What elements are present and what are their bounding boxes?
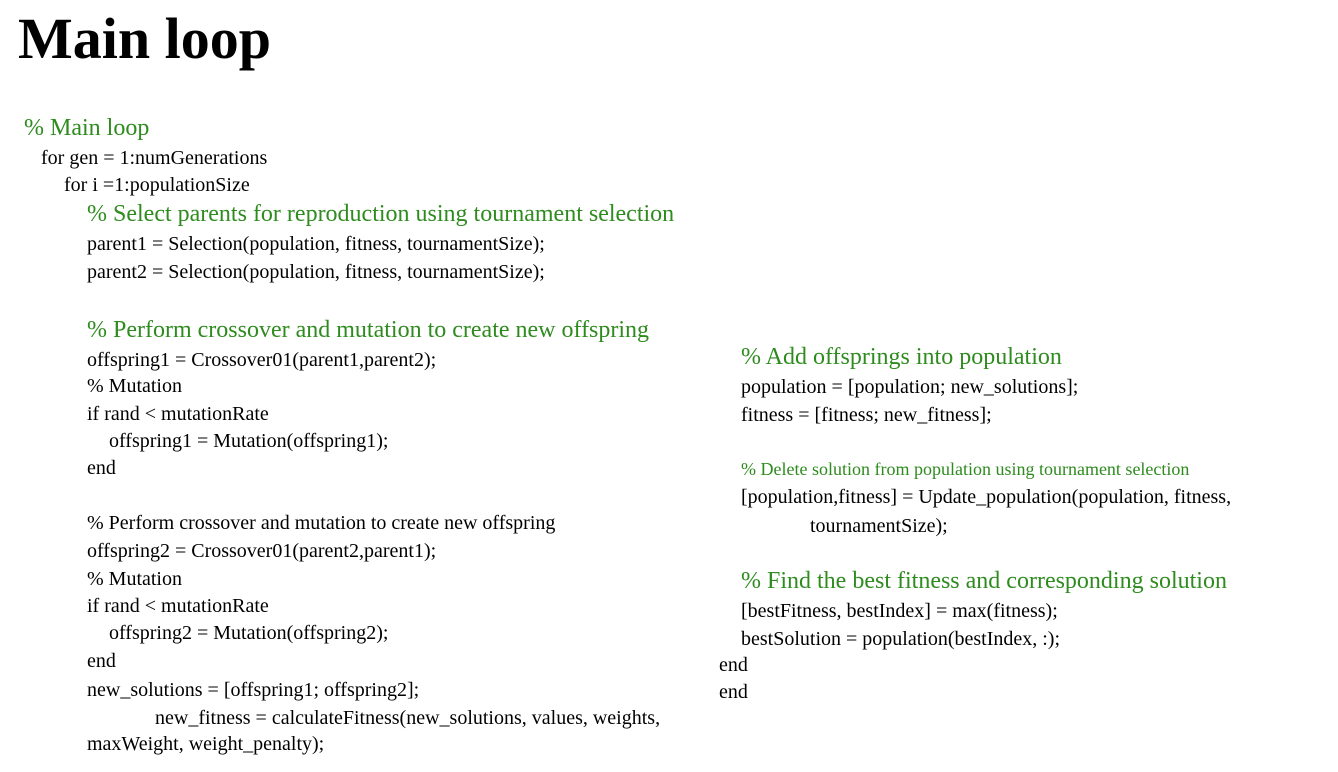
comment-delete-solution: % Delete solution from population using tournament selection: [741, 459, 1190, 479]
code-population-concat: population = [population; new_solutions];: [741, 376, 1079, 398]
code-best-solution: bestSolution = population(bestIndex, :);: [741, 628, 1061, 650]
comment-find-best: % Find the best fitness and corresponding solution: [741, 568, 1227, 594]
comment-crossover-1: % Perform crossover and mutation to create new offspring: [87, 317, 650, 343]
code-parent1: parent1 = Selection(population, fitness, tournamentSize);: [87, 233, 545, 255]
comment-main-loop: % Main loop: [24, 115, 150, 141]
code-end-outer-loop: end: [719, 681, 748, 703]
page-title: Main loop: [18, 6, 271, 71]
code-for-i: for i =1:populationSize: [64, 174, 250, 196]
code-offspring2: offspring2 = Crossover01(parent2,parent1);: [87, 540, 437, 562]
code-end-2: end: [87, 650, 116, 672]
code-mutation-comment-2: % Mutation: [87, 568, 182, 590]
code-offspring1: offspring1 = Crossover01(parent1,parent2);: [87, 349, 437, 371]
code-best-fitness: [bestFitness, bestIndex] = max(fitness);: [741, 600, 1058, 622]
code-end-1: end: [87, 457, 116, 479]
code-mutation-comment-1: % Mutation: [87, 375, 182, 397]
comment-select-parents: % Select parents for reproduction using tournament selection: [87, 201, 675, 227]
code-crossover-comment-2: % Perform crossover and mutation to create new offspring: [87, 512, 556, 534]
code-if-rand-1: if rand < mutationRate: [87, 403, 269, 425]
code-new-fitness: new_fitness = calculateFitness(new_solutions, values, weights,: [155, 707, 661, 729]
code-mutate-offspring1: offspring1 = Mutation(offspring1);: [109, 430, 389, 452]
code-parent2: parent2 = Selection(population, fitness, tournamentSize);: [87, 261, 545, 283]
code-new-fitness-cont: maxWeight, weight_penalty);: [87, 733, 325, 755]
code-if-rand-2: if rand < mutationRate: [87, 595, 269, 617]
comment-add-offsprings: % Add offsprings into population: [741, 344, 1062, 370]
code-update-population: [population,fitness] = Update_population(population, fitness,: [741, 486, 1232, 508]
code-end-inner-loop: end: [719, 654, 748, 676]
code-for-gen: for gen = 1:numGenerations: [41, 147, 268, 169]
code-mutate-offspring2: offspring2 = Mutation(offspring2);: [109, 622, 389, 644]
code-fitness-concat: fitness = [fitness; new_fitness];: [741, 404, 992, 426]
code-update-population-cont: tournamentSize);: [810, 515, 948, 537]
code-new-solutions: new_solutions = [offspring1; offspring2];: [87, 679, 420, 701]
